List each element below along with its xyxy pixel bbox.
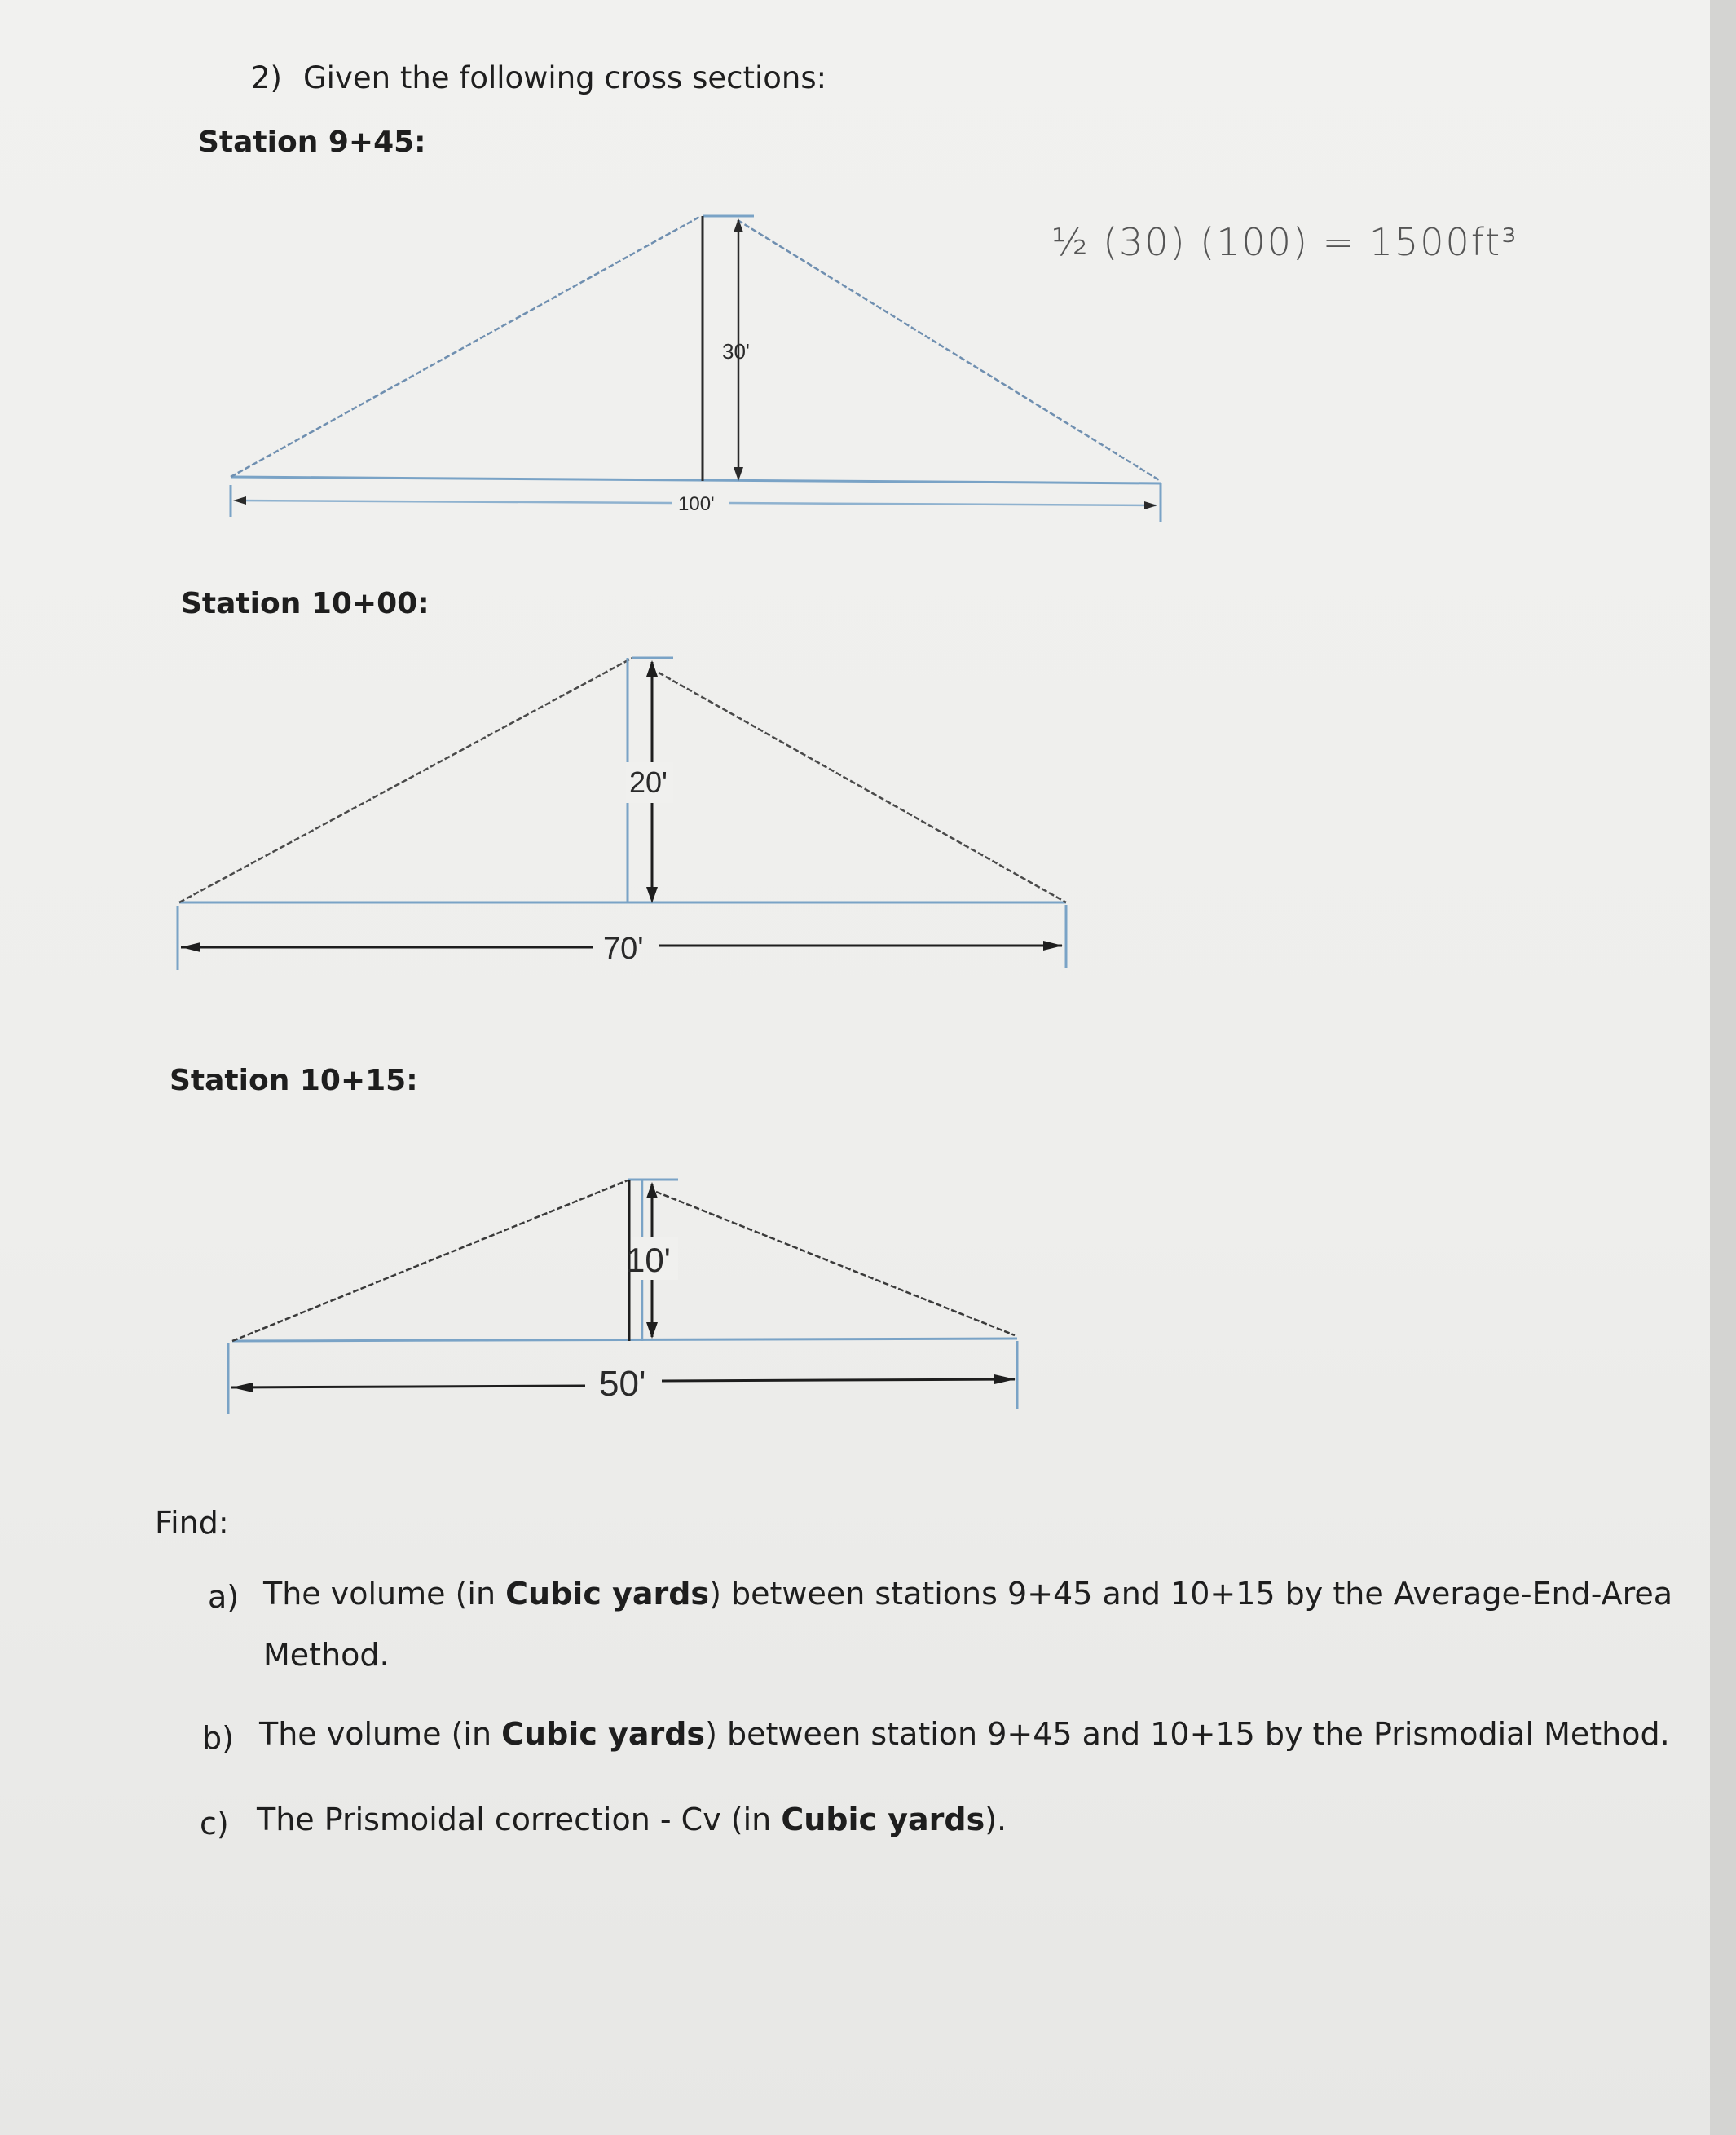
cross-section-3-base (232, 1339, 1017, 1341)
question-number: 2) (251, 60, 282, 95)
cross-section-1-width-dimension-left (236, 501, 672, 503)
cross-section-1-width-label: 100' (678, 493, 715, 515)
station-1-label: Station 9+45: (198, 126, 426, 159)
cross-section-3-height-label: 10' (626, 1241, 671, 1279)
find-item-a-letter: a) (208, 1579, 240, 1615)
cross-section-2-width-label: 70' (603, 932, 644, 966)
find-item-a-text: The volume (in Cubic yards) between stations 9+45 and 10+15 by the Average-End-Area (263, 1576, 1673, 1612)
find-item-c-bold: Cubic yards (781, 1802, 985, 1837)
cross-section-2 (163, 644, 1092, 986)
find-item-b-bold: Cubic yards (501, 1716, 706, 1752)
cross-section-2-left-slope (179, 658, 632, 902)
cross-section-1-base (231, 477, 1161, 483)
station-2-label: Station 10+00: (181, 587, 430, 620)
station-3-label: Station 10+15: (170, 1064, 418, 1097)
cross-section-2-right-slope (659, 673, 1066, 902)
cross-section-2-height-label: 20' (629, 765, 668, 799)
cross-section-3-width-dimension-left (231, 1386, 585, 1387)
cross-section-3-right-slope (656, 1192, 1015, 1335)
find-item-b-text: The volume (in Cubic yards) between station 9+45 and 10+15 by the Prismodial Method. (259, 1716, 1670, 1752)
cross-section-1-width-dimension-right (729, 503, 1156, 505)
find-heading: Find: (155, 1505, 229, 1541)
cross-section-1-left-slope (231, 216, 701, 477)
find-item-a-text-line2: Method. (263, 1637, 390, 1673)
cross-section-1 (220, 204, 1174, 530)
cross-section-1-height-label: 30' (722, 339, 750, 364)
cross-section-3-left-slope (232, 1180, 628, 1341)
cross-section-3 (212, 1166, 1027, 1427)
cross-section-3-width-dimension-right (662, 1379, 1015, 1381)
cross-section-3-width-label: 50' (599, 1364, 646, 1404)
paper-edge-shadow (1710, 0, 1736, 2135)
question-text: Given the following cross sections: (303, 60, 827, 95)
handwritten-area-note: ½ (30) (100) = 1500ft³ (1051, 220, 1518, 264)
find-item-b-letter: b) (202, 1720, 234, 1756)
find-item-c-letter: c) (200, 1806, 229, 1842)
find-item-c-text: The Prismoidal correction - Cv (in Cubic yards). (257, 1802, 1007, 1837)
find-item-a-bold: Cubic yards (505, 1576, 710, 1612)
